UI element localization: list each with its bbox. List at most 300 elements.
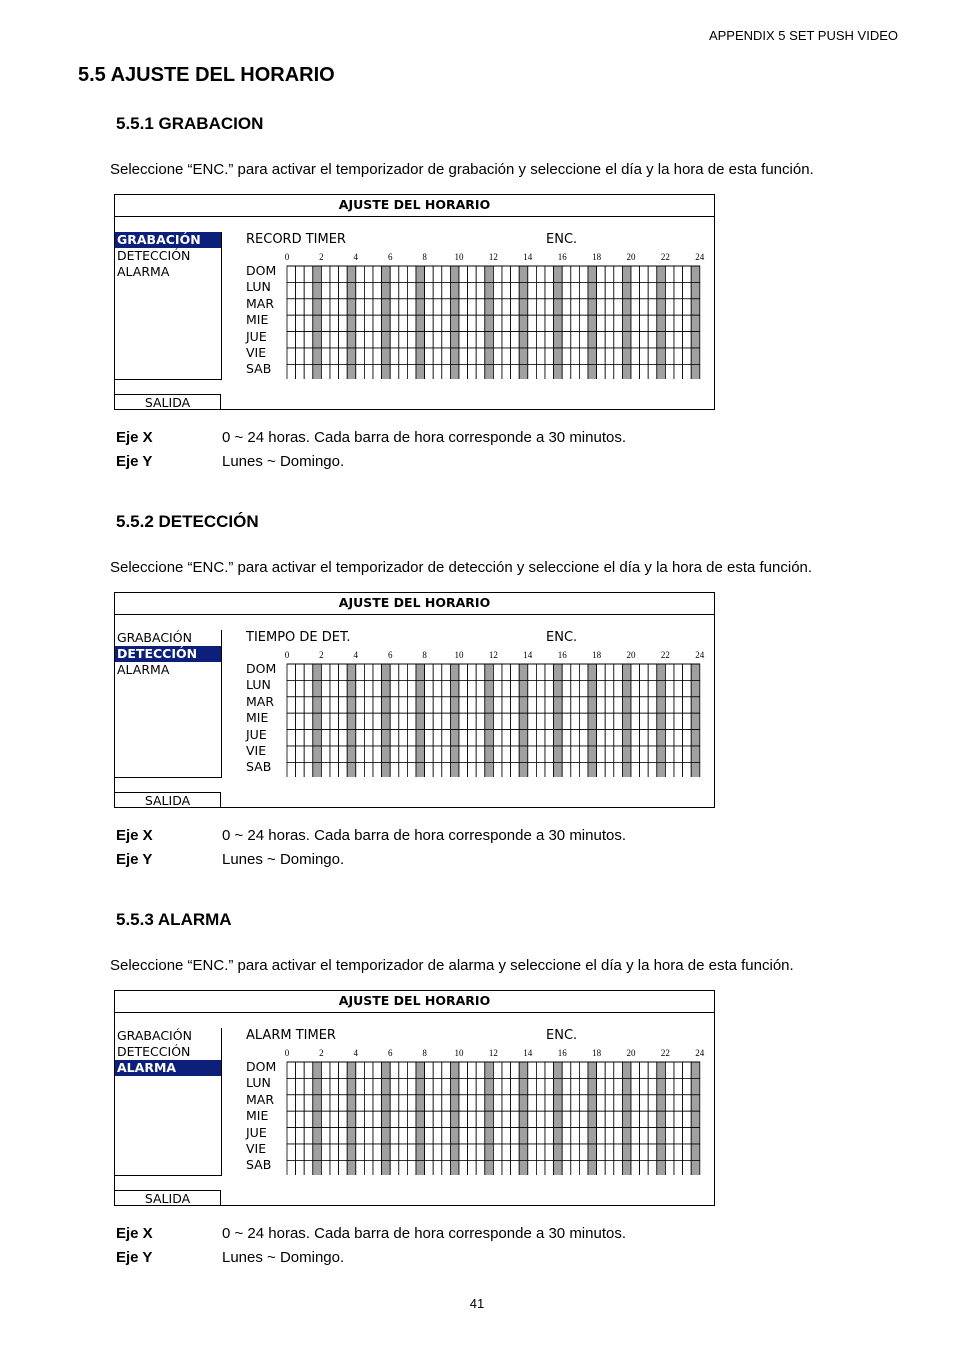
schedule-cell[interactable] bbox=[425, 364, 434, 379]
schedule-cell[interactable] bbox=[296, 730, 305, 746]
schedule-cell[interactable] bbox=[485, 746, 494, 762]
schedule-cell[interactable] bbox=[425, 1078, 434, 1094]
schedule-cell[interactable] bbox=[296, 348, 305, 364]
schedule-cell[interactable] bbox=[571, 746, 580, 762]
schedule-cell[interactable] bbox=[511, 1111, 520, 1127]
schedule-cell[interactable] bbox=[665, 762, 674, 777]
schedule-cell[interactable] bbox=[442, 1078, 451, 1094]
schedule-cell[interactable] bbox=[622, 332, 631, 348]
schedule-cell[interactable] bbox=[579, 1078, 588, 1094]
schedule-cell[interactable] bbox=[554, 713, 563, 729]
schedule-cell[interactable] bbox=[502, 1078, 511, 1094]
schedule-cell[interactable] bbox=[330, 1078, 339, 1094]
schedule-cell[interactable] bbox=[622, 680, 631, 696]
schedule-cell[interactable] bbox=[425, 730, 434, 746]
schedule-cell[interactable] bbox=[433, 364, 442, 379]
schedule-cell[interactable] bbox=[459, 266, 468, 282]
schedule-cell[interactable] bbox=[622, 1111, 631, 1127]
schedule-cell[interactable] bbox=[502, 1095, 511, 1111]
schedule-cell[interactable] bbox=[614, 697, 623, 713]
schedule-cell[interactable] bbox=[304, 348, 313, 364]
schedule-cell[interactable] bbox=[597, 1062, 606, 1078]
schedule-cell[interactable] bbox=[442, 1062, 451, 1078]
schedule-cell[interactable] bbox=[321, 348, 330, 364]
schedule-cell[interactable] bbox=[493, 282, 502, 298]
schedule-cell[interactable] bbox=[425, 315, 434, 331]
schedule-cell[interactable] bbox=[476, 730, 485, 746]
schedule-cell[interactable] bbox=[614, 332, 623, 348]
schedule-cell[interactable] bbox=[485, 1144, 494, 1160]
schedule-cell[interactable] bbox=[287, 1078, 296, 1094]
schedule-cell[interactable] bbox=[373, 282, 382, 298]
schedule-cell[interactable] bbox=[416, 364, 425, 379]
schedule-cell[interactable] bbox=[296, 315, 305, 331]
schedule-cell[interactable] bbox=[416, 348, 425, 364]
schedule-cell[interactable] bbox=[321, 762, 330, 777]
schedule-cell[interactable] bbox=[390, 364, 399, 379]
schedule-cell[interactable] bbox=[562, 299, 571, 315]
schedule-cell[interactable] bbox=[459, 315, 468, 331]
schedule-cell[interactable] bbox=[304, 1111, 313, 1127]
schedule-cell[interactable] bbox=[657, 746, 666, 762]
schedule-cell[interactable] bbox=[493, 1128, 502, 1144]
schedule-cell[interactable] bbox=[442, 348, 451, 364]
schedule-cell[interactable] bbox=[493, 746, 502, 762]
schedule-cell[interactable] bbox=[622, 1128, 631, 1144]
schedule-cell[interactable] bbox=[554, 697, 563, 713]
schedule-cell[interactable] bbox=[631, 713, 640, 729]
schedule-cell[interactable] bbox=[468, 332, 477, 348]
schedule-cell[interactable] bbox=[442, 266, 451, 282]
schedule-cell[interactable] bbox=[622, 1078, 631, 1094]
schedule-cell[interactable] bbox=[493, 713, 502, 729]
schedule-cell[interactable] bbox=[364, 1111, 373, 1127]
schedule-cell[interactable] bbox=[485, 266, 494, 282]
schedule-cell[interactable] bbox=[459, 1078, 468, 1094]
schedule-cell[interactable] bbox=[485, 1160, 494, 1175]
schedule-cell[interactable] bbox=[493, 266, 502, 282]
schedule-cell[interactable] bbox=[665, 315, 674, 331]
schedule-cell[interactable] bbox=[588, 266, 597, 282]
schedule-cell[interactable] bbox=[476, 1078, 485, 1094]
schedule-cell[interactable] bbox=[416, 266, 425, 282]
schedule-cell[interactable] bbox=[571, 680, 580, 696]
schedule-cell[interactable] bbox=[657, 680, 666, 696]
schedule-cell[interactable] bbox=[296, 1062, 305, 1078]
schedule-cell[interactable] bbox=[416, 1111, 425, 1127]
schedule-cell[interactable] bbox=[622, 266, 631, 282]
schedule-cell[interactable] bbox=[683, 664, 692, 680]
schedule-cell[interactable] bbox=[450, 762, 459, 777]
schedule-cell[interactable] bbox=[579, 664, 588, 680]
schedule-cell[interactable] bbox=[554, 1095, 563, 1111]
schedule-cell[interactable] bbox=[433, 1128, 442, 1144]
schedule-cell[interactable] bbox=[631, 266, 640, 282]
schedule-cell[interactable] bbox=[330, 1144, 339, 1160]
schedule-cell[interactable] bbox=[390, 664, 399, 680]
schedule-cell[interactable] bbox=[382, 315, 391, 331]
schedule-cell[interactable] bbox=[485, 730, 494, 746]
schedule-cell[interactable] bbox=[382, 762, 391, 777]
schedule-cell[interactable] bbox=[519, 282, 528, 298]
schedule-cell[interactable] bbox=[416, 697, 425, 713]
schedule-cell[interactable] bbox=[407, 364, 416, 379]
schedule-cell[interactable] bbox=[442, 680, 451, 696]
schedule-cell[interactable] bbox=[468, 680, 477, 696]
schedule-cell[interactable] bbox=[554, 299, 563, 315]
schedule-cell[interactable] bbox=[425, 332, 434, 348]
schedule-cell[interactable] bbox=[433, 282, 442, 298]
schedule-cell[interactable] bbox=[459, 332, 468, 348]
schedule-cell[interactable] bbox=[416, 730, 425, 746]
schedule-cell[interactable] bbox=[519, 746, 528, 762]
schedule-cell[interactable] bbox=[407, 1062, 416, 1078]
schedule-cell[interactable] bbox=[691, 664, 700, 680]
schedule-cell[interactable] bbox=[485, 282, 494, 298]
schedule-cell[interactable] bbox=[640, 364, 649, 379]
schedule-cell[interactable] bbox=[536, 315, 545, 331]
schedule-cell[interactable] bbox=[382, 282, 391, 298]
schedule-cell[interactable] bbox=[519, 713, 528, 729]
schedule-cell[interactable] bbox=[648, 680, 657, 696]
schedule-cell[interactable] bbox=[347, 364, 356, 379]
enable-label[interactable]: ENC. bbox=[546, 1028, 578, 1043]
schedule-cell[interactable] bbox=[433, 746, 442, 762]
schedule-cell[interactable] bbox=[605, 1144, 614, 1160]
schedule-cell[interactable] bbox=[476, 299, 485, 315]
schedule-cell[interactable] bbox=[356, 266, 365, 282]
schedule-cell[interactable] bbox=[502, 762, 511, 777]
schedule-cell[interactable] bbox=[597, 1144, 606, 1160]
schedule-cell[interactable] bbox=[545, 364, 554, 379]
schedule-cell[interactable] bbox=[614, 1144, 623, 1160]
schedule-cell[interactable] bbox=[485, 1078, 494, 1094]
schedule-cell[interactable] bbox=[648, 1144, 657, 1160]
schedule-cell[interactable] bbox=[657, 1095, 666, 1111]
schedule-cell[interactable] bbox=[339, 299, 348, 315]
schedule-cell[interactable] bbox=[648, 664, 657, 680]
schedule-cell[interactable] bbox=[657, 266, 666, 282]
schedule-cell[interactable] bbox=[407, 730, 416, 746]
schedule-cell[interactable] bbox=[511, 348, 520, 364]
schedule-cell[interactable] bbox=[347, 762, 356, 777]
schedule-cell[interactable] bbox=[425, 1111, 434, 1127]
schedule-cell[interactable] bbox=[562, 282, 571, 298]
schedule-cell[interactable] bbox=[433, 266, 442, 282]
schedule-cell[interactable] bbox=[356, 1160, 365, 1175]
schedule-cell[interactable] bbox=[605, 1160, 614, 1175]
schedule-cell[interactable] bbox=[622, 730, 631, 746]
schedule-cell[interactable] bbox=[657, 713, 666, 729]
schedule-cell[interactable] bbox=[313, 1128, 322, 1144]
schedule-cell[interactable] bbox=[502, 364, 511, 379]
schedule-cell[interactable] bbox=[416, 1095, 425, 1111]
schedule-cell[interactable] bbox=[313, 664, 322, 680]
schedule-cell[interactable] bbox=[390, 680, 399, 696]
schedule-cell[interactable] bbox=[304, 713, 313, 729]
schedule-cell[interactable] bbox=[304, 1078, 313, 1094]
schedule-cell[interactable] bbox=[562, 348, 571, 364]
schedule-cell[interactable] bbox=[347, 1128, 356, 1144]
schedule-cell[interactable] bbox=[545, 348, 554, 364]
schedule-cell[interactable] bbox=[287, 1095, 296, 1111]
schedule-cell[interactable] bbox=[528, 315, 537, 331]
schedule-cell[interactable] bbox=[640, 664, 649, 680]
schedule-cell[interactable] bbox=[287, 1128, 296, 1144]
schedule-cell[interactable] bbox=[674, 1128, 683, 1144]
schedule-cell[interactable] bbox=[442, 1144, 451, 1160]
schedule-cell[interactable] bbox=[605, 1095, 614, 1111]
schedule-cell[interactable] bbox=[399, 348, 408, 364]
schedule-cell[interactable] bbox=[571, 348, 580, 364]
schedule-cell[interactable] bbox=[665, 1095, 674, 1111]
schedule-cell[interactable] bbox=[614, 282, 623, 298]
schedule-cell[interactable] bbox=[528, 1095, 537, 1111]
schedule-cell[interactable] bbox=[287, 266, 296, 282]
schedule-cell[interactable] bbox=[287, 1144, 296, 1160]
schedule-cell[interactable] bbox=[459, 364, 468, 379]
schedule-cell[interactable] bbox=[683, 299, 692, 315]
schedule-cell[interactable] bbox=[433, 762, 442, 777]
schedule-cell[interactable] bbox=[364, 1095, 373, 1111]
schedule-cell[interactable] bbox=[588, 713, 597, 729]
schedule-cell[interactable] bbox=[545, 1160, 554, 1175]
schedule-cell[interactable] bbox=[321, 713, 330, 729]
schedule-cell[interactable] bbox=[416, 1078, 425, 1094]
schedule-cell[interactable] bbox=[296, 713, 305, 729]
schedule-cell[interactable] bbox=[579, 266, 588, 282]
schedule-cell[interactable] bbox=[416, 282, 425, 298]
schedule-cell[interactable] bbox=[399, 746, 408, 762]
schedule-cell[interactable] bbox=[330, 315, 339, 331]
schedule-cell[interactable] bbox=[399, 664, 408, 680]
schedule-cell[interactable] bbox=[485, 348, 494, 364]
schedule-cell[interactable] bbox=[545, 1128, 554, 1144]
schedule-cell[interactable] bbox=[450, 332, 459, 348]
schedule-cell[interactable] bbox=[450, 713, 459, 729]
schedule-cell[interactable] bbox=[433, 315, 442, 331]
schedule-cell[interactable] bbox=[493, 1078, 502, 1094]
schedule-cell[interactable] bbox=[579, 1144, 588, 1160]
schedule-cell[interactable] bbox=[648, 1095, 657, 1111]
schedule-cell[interactable] bbox=[450, 730, 459, 746]
schedule-cell[interactable] bbox=[588, 1128, 597, 1144]
schedule-cell[interactable] bbox=[459, 1062, 468, 1078]
schedule-cell[interactable] bbox=[485, 697, 494, 713]
schedule-cell[interactable] bbox=[339, 348, 348, 364]
schedule-cell[interactable] bbox=[296, 1144, 305, 1160]
schedule-cell[interactable] bbox=[382, 1144, 391, 1160]
schedule-cell[interactable] bbox=[347, 332, 356, 348]
schedule-cell[interactable] bbox=[571, 1078, 580, 1094]
schedule-cell[interactable] bbox=[468, 1144, 477, 1160]
schedule-cell[interactable] bbox=[304, 1144, 313, 1160]
schedule-cell[interactable] bbox=[631, 1095, 640, 1111]
schedule-cell[interactable] bbox=[407, 762, 416, 777]
schedule-cell[interactable] bbox=[364, 1160, 373, 1175]
schedule-cell[interactable] bbox=[442, 762, 451, 777]
schedule-cell[interactable] bbox=[399, 282, 408, 298]
schedule-cell[interactable] bbox=[597, 1128, 606, 1144]
schedule-cell[interactable] bbox=[339, 1111, 348, 1127]
schedule-cell[interactable] bbox=[674, 1078, 683, 1094]
schedule-cell[interactable] bbox=[476, 746, 485, 762]
schedule-cell[interactable] bbox=[528, 713, 537, 729]
schedule-cell[interactable] bbox=[330, 697, 339, 713]
schedule-cell[interactable] bbox=[347, 730, 356, 746]
schedule-cell[interactable] bbox=[390, 266, 399, 282]
schedule-cell[interactable] bbox=[502, 1111, 511, 1127]
schedule-cell[interactable] bbox=[554, 680, 563, 696]
schedule-cell[interactable] bbox=[631, 348, 640, 364]
schedule-cell[interactable] bbox=[588, 348, 597, 364]
schedule-cell[interactable] bbox=[519, 1062, 528, 1078]
schedule-cell[interactable] bbox=[562, 762, 571, 777]
schedule-cell[interactable] bbox=[347, 299, 356, 315]
schedule-cell[interactable] bbox=[468, 746, 477, 762]
schedule-cell[interactable] bbox=[433, 1095, 442, 1111]
schedule-cell[interactable] bbox=[571, 282, 580, 298]
schedule-cell[interactable] bbox=[631, 664, 640, 680]
schedule-cell[interactable] bbox=[287, 299, 296, 315]
schedule-cell[interactable] bbox=[605, 713, 614, 729]
schedule-cell[interactable] bbox=[562, 364, 571, 379]
schedule-cell[interactable] bbox=[674, 1144, 683, 1160]
schedule-cell[interactable] bbox=[304, 762, 313, 777]
schedule-cell[interactable] bbox=[468, 762, 477, 777]
schedule-cell[interactable] bbox=[287, 364, 296, 379]
schedule-cell[interactable] bbox=[588, 664, 597, 680]
schedule-cell[interactable] bbox=[674, 730, 683, 746]
schedule-cell[interactable] bbox=[657, 762, 666, 777]
schedule-cell[interactable] bbox=[554, 315, 563, 331]
schedule-cell[interactable] bbox=[640, 1078, 649, 1094]
schedule-cell[interactable] bbox=[502, 1128, 511, 1144]
schedule-cell[interactable] bbox=[459, 1160, 468, 1175]
schedule-cell[interactable] bbox=[425, 680, 434, 696]
schedule-cell[interactable] bbox=[373, 664, 382, 680]
schedule-cell[interactable] bbox=[485, 713, 494, 729]
schedule-cell[interactable] bbox=[339, 1062, 348, 1078]
schedule-cell[interactable] bbox=[339, 746, 348, 762]
schedule-cell[interactable] bbox=[476, 1111, 485, 1127]
schedule-cell[interactable] bbox=[579, 713, 588, 729]
schedule-cell[interactable] bbox=[554, 266, 563, 282]
schedule-cell[interactable] bbox=[382, 1111, 391, 1127]
schedule-cell[interactable] bbox=[597, 299, 606, 315]
schedule-cell[interactable] bbox=[554, 282, 563, 298]
schedule-cell[interactable] bbox=[554, 762, 563, 777]
schedule-cell[interactable] bbox=[519, 1095, 528, 1111]
schedule-cell[interactable] bbox=[648, 1111, 657, 1127]
schedule-cell[interactable] bbox=[536, 713, 545, 729]
schedule-cell[interactable] bbox=[390, 762, 399, 777]
schedule-cell[interactable] bbox=[304, 299, 313, 315]
schedule-cell[interactable] bbox=[579, 1062, 588, 1078]
schedule-cell[interactable] bbox=[657, 1078, 666, 1094]
schedule-cell[interactable] bbox=[579, 315, 588, 331]
schedule-cell[interactable] bbox=[640, 1062, 649, 1078]
schedule-cell[interactable] bbox=[296, 282, 305, 298]
schedule-cell[interactable] bbox=[407, 282, 416, 298]
menu-item-grabacion[interactable]: GRABACIÓN bbox=[117, 630, 192, 645]
schedule-cell[interactable] bbox=[382, 713, 391, 729]
schedule-cell[interactable] bbox=[373, 266, 382, 282]
schedule-cell[interactable] bbox=[476, 1160, 485, 1175]
schedule-cell[interactable] bbox=[511, 299, 520, 315]
schedule-cell[interactable] bbox=[339, 1128, 348, 1144]
schedule-cell[interactable] bbox=[399, 697, 408, 713]
schedule-cell[interactable] bbox=[648, 332, 657, 348]
schedule-cell[interactable] bbox=[330, 266, 339, 282]
schedule-cell[interactable] bbox=[296, 1078, 305, 1094]
schedule-cell[interactable] bbox=[433, 332, 442, 348]
schedule-cell[interactable] bbox=[683, 315, 692, 331]
menu-item-deteccion[interactable]: DETECCIÓN bbox=[117, 248, 191, 263]
schedule-cell[interactable] bbox=[425, 1160, 434, 1175]
schedule-cell[interactable] bbox=[502, 746, 511, 762]
schedule-cell[interactable] bbox=[382, 266, 391, 282]
schedule-cell[interactable] bbox=[407, 1160, 416, 1175]
schedule-cell[interactable] bbox=[579, 364, 588, 379]
schedule-cell[interactable] bbox=[528, 266, 537, 282]
schedule-cell[interactable] bbox=[614, 1062, 623, 1078]
schedule-cell[interactable] bbox=[390, 1095, 399, 1111]
schedule-cell[interactable] bbox=[648, 697, 657, 713]
schedule-cell[interactable] bbox=[330, 762, 339, 777]
schedule-cell[interactable] bbox=[321, 664, 330, 680]
schedule-cell[interactable] bbox=[407, 315, 416, 331]
schedule-cell[interactable] bbox=[511, 1078, 520, 1094]
schedule-cell[interactable] bbox=[640, 746, 649, 762]
schedule-cell[interactable] bbox=[502, 697, 511, 713]
schedule-cell[interactable] bbox=[640, 1111, 649, 1127]
schedule-cell[interactable] bbox=[399, 1078, 408, 1094]
schedule-cell[interactable] bbox=[657, 332, 666, 348]
schedule-cell[interactable] bbox=[622, 364, 631, 379]
schedule-cell[interactable] bbox=[339, 664, 348, 680]
schedule-cell[interactable] bbox=[364, 1062, 373, 1078]
schedule-cell[interactable] bbox=[631, 730, 640, 746]
schedule-cell[interactable] bbox=[597, 1111, 606, 1127]
schedule-cell[interactable] bbox=[588, 680, 597, 696]
schedule-cell[interactable] bbox=[597, 1160, 606, 1175]
schedule-cell[interactable] bbox=[382, 746, 391, 762]
schedule-cell[interactable] bbox=[640, 762, 649, 777]
schedule-cell[interactable] bbox=[536, 730, 545, 746]
schedule-cell[interactable] bbox=[313, 713, 322, 729]
schedule-cell[interactable] bbox=[562, 1144, 571, 1160]
schedule-cell[interactable] bbox=[485, 364, 494, 379]
schedule-cell[interactable] bbox=[287, 746, 296, 762]
schedule-cell[interactable] bbox=[364, 1078, 373, 1094]
schedule-cell[interactable] bbox=[304, 282, 313, 298]
schedule-cell[interactable] bbox=[313, 299, 322, 315]
schedule-cell[interactable] bbox=[536, 1095, 545, 1111]
schedule-cell[interactable] bbox=[665, 266, 674, 282]
schedule-cell[interactable] bbox=[476, 762, 485, 777]
schedule-cell[interactable] bbox=[614, 664, 623, 680]
schedule-cell[interactable] bbox=[364, 266, 373, 282]
schedule-cell[interactable] bbox=[648, 299, 657, 315]
schedule-cell[interactable] bbox=[425, 1128, 434, 1144]
schedule-cell[interactable] bbox=[330, 1111, 339, 1127]
schedule-cell[interactable] bbox=[476, 664, 485, 680]
schedule-cell[interactable] bbox=[536, 364, 545, 379]
schedule-cell[interactable] bbox=[502, 299, 511, 315]
schedule-cell[interactable] bbox=[407, 1128, 416, 1144]
schedule-cell[interactable] bbox=[622, 1095, 631, 1111]
